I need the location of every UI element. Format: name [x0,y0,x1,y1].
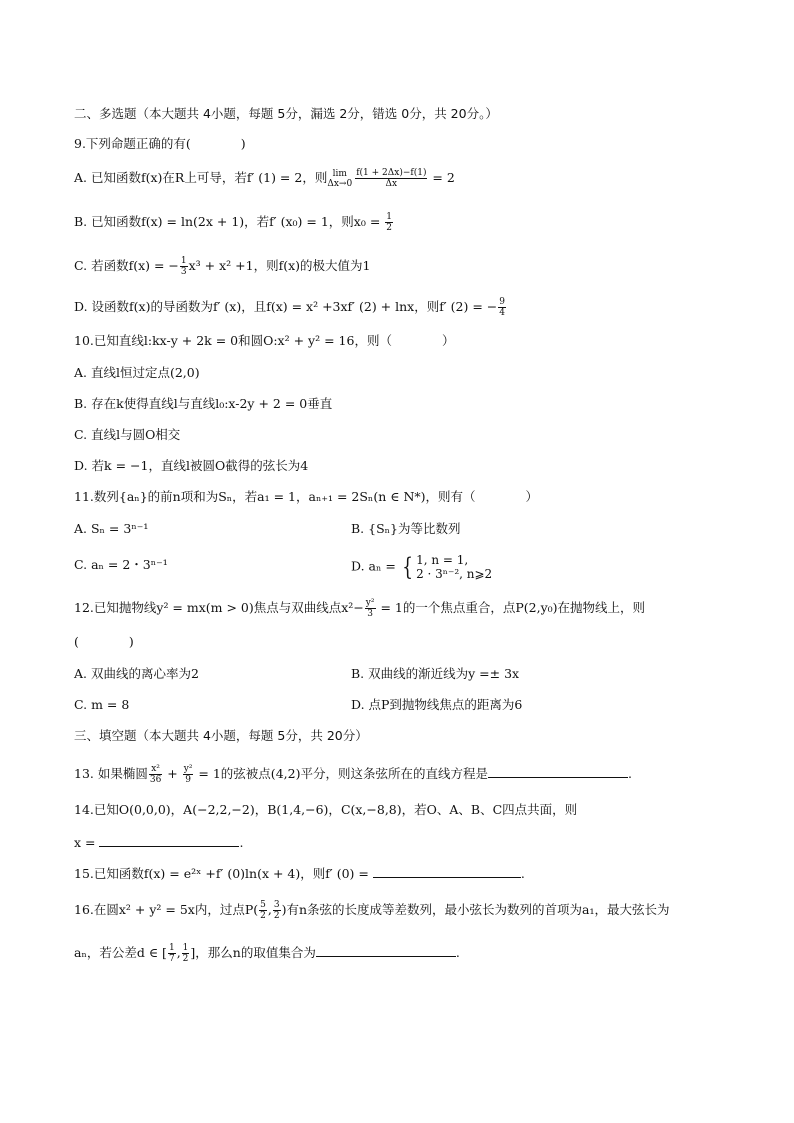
q16-fraction-3 [168,943,176,964]
q12-tail: = 1的一个焦点重合，点P(2,y₀)在抛物线上，则 [376,600,646,615]
question-11-option-d [351,553,492,581]
q13-period: . [627,766,632,781]
q13-answer-blank[interactable] [488,765,628,778]
q15-answer-blank[interactable] [373,865,521,878]
q11d-cases [416,553,492,581]
question-9-option-c [74,256,370,277]
q13-numerator-2: y² [183,764,193,774]
q13-fraction-2 [183,764,194,785]
q16-numerator-2: 3 [273,900,280,910]
q16-denominator-4: 2 [182,954,189,964]
question-12-option-b: B. 双曲线的渐近线为y =± 3x [351,666,520,681]
q16-answer-blank[interactable] [316,944,456,957]
question-10-stem: 10.已知直线l:kx-y + 2k = 0和圆O:x² + y² = 16，则（ ） [74,333,455,348]
question-11-stem: 11.数列{aₙ}的前n项和为Sₙ，若a₁ = 1，aₙ₊₁ = 2Sₙ(n ∈ N*)，则有（ ） [74,489,539,504]
question-14-line-2 [74,834,243,851]
q16-fraction-4 [182,943,190,964]
section-header-fill-in: 三、填空题（本大题共 4小题，每题 5分，共 20分） [74,728,368,743]
q16-denominator-1: 2 [260,911,266,921]
question-10-option-b: B. 存在k使得直线l与直线l₀:x-2y + 2 = 0垂直 [74,396,333,411]
question-12-option-a: A. 双曲线的离心率为2 [74,666,199,681]
question-13 [74,764,632,785]
q13-plus: + [163,766,182,781]
q13-tail: = 1的弦被点(4,2)平分，则这条弦所在的直线方程是 [194,766,488,781]
q9d-denominator: 4 [499,308,505,318]
q9a-denominator: Δx [385,179,398,189]
q9b-fraction [385,212,393,233]
question-14-line-1: 14.已知O(0,0,0)，A(−2,2,−2)，B(1,4,−6)，C(x,−8,8)，若O、A、B、C四点共面，则 [74,802,578,817]
left-brace-symbol: { [402,553,413,581]
q9a-text: A. 已知函数f(x)在R上可导，若f′ (1) = 2，则 [74,170,328,185]
question-16-line-2 [74,943,460,964]
q16-comma-1: , [267,902,272,917]
question-15 [74,865,525,882]
q13-denominator-2: 9 [185,775,191,785]
q11d-text: D. aₙ = [351,558,400,574]
question-11-option-a: A. Sₙ = 3ⁿ⁻¹ [74,521,149,536]
question-9-option-d [74,297,507,318]
question-11-option-c: C. aₙ = 2・3ⁿ⁻¹ [74,557,168,572]
q11d-case-1: 1, n = 1, [416,553,469,567]
q9a-tail: = 2 [428,170,455,185]
question-12-stem [74,598,645,619]
lim-word: lim [332,168,347,179]
q12-numerator: y² [365,598,375,608]
q13-fraction-1 [149,764,162,785]
q9c-text: C. 若函数f(x) = − [74,258,179,273]
q11d-case-2: 2 · 3ⁿ⁻², n⩾2 [416,567,493,581]
q9d-numerator: 9 [499,297,505,307]
question-12-option-d: D. 点P到抛物线焦点的距离为6 [351,697,523,712]
q13-denominator-1: 36 [149,775,162,785]
question-10-option-a: A. 直线l恒过定点(2,0) [74,365,200,380]
q16-text-4: ]，那么n的取值集合为 [190,945,316,960]
q9d-text: D. 设函数f(x)的导函数为f′ (x)，且f(x) = x² +3xf′ (2) + lnx，则f′ (2) = − [74,299,498,314]
question-16-line-1 [74,900,670,921]
q9b-numerator: 1 [386,212,393,222]
question-9-option-b [74,212,394,233]
limit-expression [327,169,352,189]
q16-text-3: aₙ，若公差d ∈ [ [74,945,167,960]
q15-period: . [520,866,525,881]
q16-fraction-2 [273,900,281,921]
q9b-text: B. 已知函数f(x) = ln(2x + 1)，若f′ (x₀) = 1，则x₀ = [74,214,385,229]
q14-answer-blank[interactable] [99,834,239,847]
q9c-fraction [180,256,188,277]
q9a-numerator: f(1 + 2Δx)−f(1) [356,168,427,178]
question-10-option-c: C. 直线l与圆O相交 [74,427,181,442]
question-12-option-c: C. m = 8 [74,697,130,712]
q15-text: 15.已知函数f(x) = e²ˣ +f′ (0)ln(x + 4)，则f′ (0) = [74,866,373,881]
q16-text-1: 16.在圆x² + y² = 5x内，过点P( [74,902,259,917]
section-header-multiple-choice: 二、多选题（本大题共 4小题，每题 5分，漏选 2分，错选 0分，共 20分。） [74,106,498,121]
q16-denominator-2: 2 [273,911,280,921]
question-9-option-a [74,168,455,189]
question-10-option-d: D. 若k = −1，直线l被圆O截得的弦长为4 [74,458,309,473]
q14-period: . [239,835,244,850]
q16-numerator-1: 5 [260,900,266,910]
q9b-denominator: 2 [386,223,393,233]
q14-x-label: x = [74,835,100,850]
question-11-option-b: B. {Sₙ}为等比数列 [351,521,461,536]
q12-denominator: 3 [367,609,374,619]
q16-text-2: )有n条弦的长度成等差数列，最小弦长为数列的首项为a₁，最大弦长为 [281,902,670,917]
q9c-tail: x³ + x² +1，则f(x)的极大值为1 [188,258,371,273]
q16-numerator-3: 1 [168,943,175,953]
q16-denominator-3: 7 [168,954,175,964]
q16-comma-2: , [176,945,181,960]
q9c-numerator: 1 [180,256,187,266]
q9a-fraction [355,168,427,189]
q16-numerator-4: 1 [182,943,189,953]
q13-text: 13. 如果椭圆 [74,766,148,781]
question-9-stem: 9.下列命题正确的有( ) [74,136,246,151]
q16-period: . [455,945,460,960]
lim-under: Δx→0 [327,178,353,189]
q16-fraction-1 [259,900,267,921]
q9c-denominator: 3 [180,267,187,277]
question-12-paren: ( ) [74,634,134,649]
q12-fraction [365,598,376,619]
q9d-fraction [498,297,506,318]
q12-text: 12.已知抛物线y² = mx(m > 0)焦点与双曲线点x²− [74,600,364,615]
q13-numerator-1: x² [149,764,162,775]
